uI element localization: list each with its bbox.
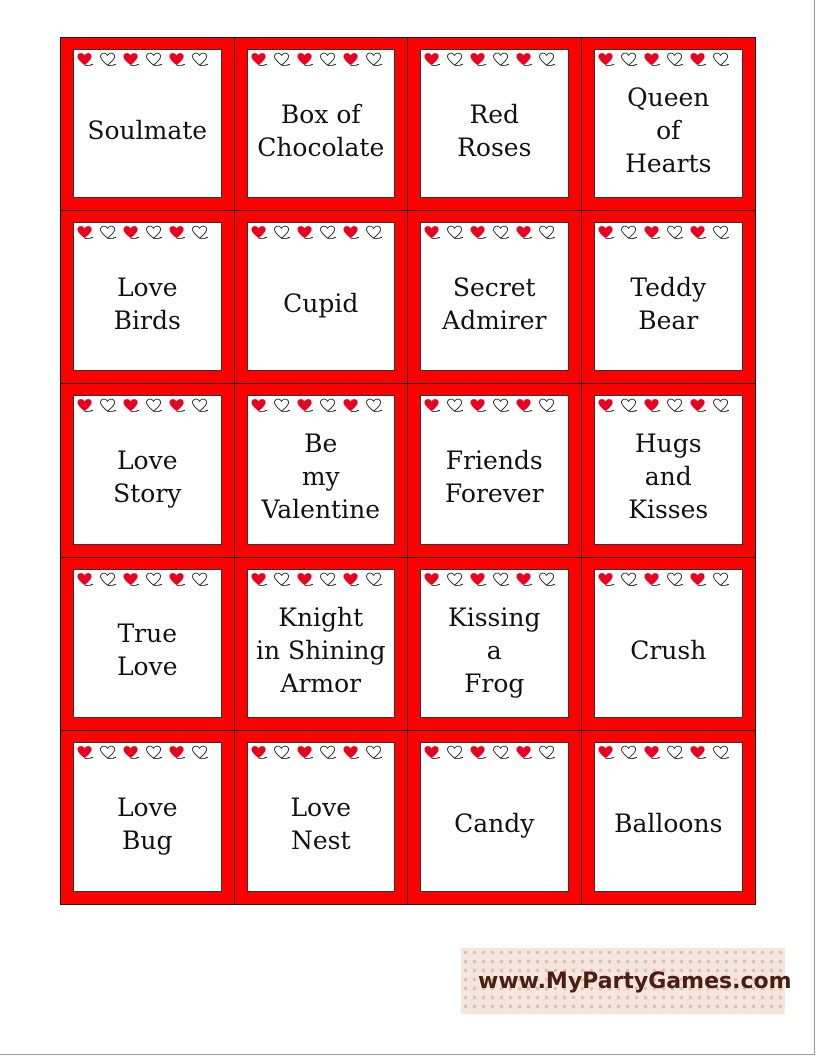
bingo-card [408,211,582,384]
heart-filled-icon [76,225,95,240]
heart-outline-icon [319,52,338,67]
heart-filled-icon [296,225,315,240]
hearts-border [423,572,557,587]
heart-filled-icon [689,225,708,240]
card-label-line: Balloons [614,809,723,839]
card-label [74,763,221,885]
heart-filled-icon [469,398,488,413]
card-label-line: Knight [278,602,364,632]
heart-outline-icon [145,572,164,587]
bingo-card [408,38,582,211]
card-label [595,763,743,885]
heart-outline-icon [538,745,557,760]
card-label [248,416,395,537]
hearts-border [423,398,557,413]
heart-outline-icon [538,225,557,240]
heart-filled-icon [469,745,488,760]
card-label-line: Bear [638,305,699,335]
card-label-line: Queen [627,83,710,113]
card-panel [594,395,744,544]
heart-outline-icon [191,225,210,240]
heart-outline-icon [446,398,465,413]
card-label-line: Teddy [630,272,707,302]
hearts-border [597,572,731,587]
card-label-line: Story [113,478,182,508]
card-label-line: Bug [122,825,173,855]
card-panel [420,569,569,718]
heart-filled-icon [250,745,269,760]
heart-outline-icon [492,398,511,413]
card-panel [73,569,222,718]
heart-outline-icon [319,572,338,587]
hearts-border [250,225,384,240]
heart-filled-icon [689,572,708,587]
card-label-line: Hugs [634,429,702,459]
card-label-line: Admirer [442,305,547,335]
hearts-border [597,745,731,760]
heart-filled-icon [122,398,141,413]
heart-filled-icon [423,745,442,760]
heart-outline-icon [365,52,384,67]
hearts-border [250,572,384,587]
heart-filled-icon [469,572,488,587]
bingo-card [235,558,409,731]
heart-filled-icon [597,398,616,413]
bingo-card [408,731,582,904]
card-panel [247,742,396,892]
card-label-line: Love [116,652,178,682]
card-label-line: Love [116,792,178,822]
heart-filled-icon [122,572,141,587]
card-label [421,243,568,364]
card-label-line: True [117,619,178,649]
card-label-line: Nest [290,825,351,855]
bingo-card [582,211,756,384]
bingo-card [582,384,756,557]
card-label [421,70,568,191]
heart-filled-icon [689,745,708,760]
heart-outline-icon [620,225,639,240]
heart-outline-icon [620,745,639,760]
bingo-card [61,211,235,384]
heart-filled-icon [689,52,708,67]
bingo-card [582,38,756,211]
card-label [248,243,395,364]
heart-filled-icon [689,398,708,413]
card-panel [420,49,569,198]
heart-filled-icon [423,52,442,67]
card-panel [420,395,569,544]
heart-filled-icon [515,745,534,760]
heart-outline-icon [446,745,465,760]
card-label [595,590,743,711]
heart-outline-icon [145,52,164,67]
heart-outline-icon [620,572,639,587]
card-panel [73,742,222,892]
heart-filled-icon [168,745,187,760]
heart-filled-icon [643,398,662,413]
hearts-border [597,52,731,67]
heart-outline-icon [365,745,384,760]
card-label-line: my [301,462,340,492]
heart-filled-icon [250,572,269,587]
heart-outline-icon [620,52,639,67]
card-panel [594,742,744,892]
heart-outline-icon [145,225,164,240]
card-label [74,243,221,364]
heart-outline-icon [191,398,210,413]
heart-filled-icon [250,52,269,67]
heart-filled-icon [469,52,488,67]
bingo-card [235,211,409,384]
heart-filled-icon [168,398,187,413]
card-panel [420,222,569,371]
heart-outline-icon [446,572,465,587]
heart-outline-icon [538,572,557,587]
heart-filled-icon [643,745,662,760]
hearts-border [597,398,731,413]
card-label-line: Love [116,445,178,475]
card-panel [420,742,569,892]
card-label-line: Red [469,99,520,129]
heart-filled-icon [342,52,361,67]
logo-text[interactable]: www.MyPartyGames.com [478,968,792,994]
heart-filled-icon [168,225,187,240]
card-label [595,416,743,537]
card-label [248,590,395,711]
card-label [248,763,395,885]
card-label-line: Be [304,429,338,459]
hearts-border [76,52,210,67]
heart-outline-icon [492,572,511,587]
card-label-line: Chocolate [257,132,385,162]
heart-filled-icon [296,572,315,587]
heart-filled-icon [515,398,534,413]
heart-filled-icon [122,225,141,240]
heart-outline-icon [319,745,338,760]
card-label-line: Roses [457,132,532,162]
bingo-card [582,731,756,904]
heart-filled-icon [597,225,616,240]
heart-filled-icon [296,398,315,413]
heart-filled-icon [168,52,187,67]
bingo-card [582,558,756,731]
heart-outline-icon [538,398,557,413]
card-label-line: Love [290,792,352,822]
bingo-card [61,384,235,557]
heart-outline-icon [712,225,731,240]
heart-outline-icon [319,225,338,240]
card-label [74,590,221,711]
card-label-line: Armor [280,668,362,698]
heart-outline-icon [492,52,511,67]
card-label-line: Box of [280,99,361,129]
hearts-border [250,745,384,760]
heart-outline-icon [492,745,511,760]
heart-outline-icon [273,225,292,240]
heart-filled-icon [76,572,95,587]
card-panel [594,222,744,371]
heart-outline-icon [99,225,118,240]
card-label-line: Crush [630,635,707,665]
heart-filled-icon [469,225,488,240]
bingo-card [61,558,235,731]
heart-outline-icon [365,572,384,587]
heart-filled-icon [76,745,95,760]
card-label-line: Valentine [261,495,380,525]
card-panel [73,222,222,371]
heart-outline-icon [365,398,384,413]
heart-outline-icon [99,745,118,760]
heart-outline-icon [666,398,685,413]
hearts-border [250,398,384,413]
heart-filled-icon [342,572,361,587]
heart-outline-icon [99,52,118,67]
heart-outline-icon [666,225,685,240]
hearts-border [250,52,384,67]
heart-filled-icon [643,52,662,67]
bingo-card [408,558,582,731]
heart-filled-icon [296,745,315,760]
heart-outline-icon [145,398,164,413]
heart-filled-icon [515,572,534,587]
heart-outline-icon [620,398,639,413]
heart-filled-icon [597,745,616,760]
card-panel [73,395,222,544]
card-label-line: Birds [113,305,181,335]
card-label-line: Kissing [448,602,541,632]
card-label-line: Candy [454,809,535,839]
bingo-card [61,731,235,904]
heart-filled-icon [423,225,442,240]
hearts-border [423,52,557,67]
card-label [74,416,221,537]
heart-outline-icon [712,52,731,67]
heart-outline-icon [191,572,210,587]
heart-filled-icon [76,398,95,413]
heart-filled-icon [122,745,141,760]
heart-filled-icon [250,398,269,413]
card-panel [594,49,744,198]
card-label-line: Frog [464,668,525,698]
card-label-line: Secret [452,272,536,302]
heart-outline-icon [273,745,292,760]
card-label [595,70,743,191]
card-panel [247,222,396,371]
card-label-line: Soulmate [87,116,208,146]
bingo-card [408,384,582,557]
bingo-card [61,38,235,211]
card-label-line: Forever [444,478,544,508]
heart-outline-icon [666,745,685,760]
card-label [248,70,395,191]
card-grid [60,37,756,905]
heart-filled-icon [342,225,361,240]
card-label [421,590,568,711]
card-label-line: of [656,116,681,146]
heart-outline-icon [492,225,511,240]
hearts-border [423,745,557,760]
card-label [595,243,743,364]
heart-filled-icon [122,52,141,67]
heart-outline-icon [191,52,210,67]
heart-outline-icon [446,52,465,67]
heart-outline-icon [666,572,685,587]
heart-outline-icon [273,572,292,587]
card-label [74,70,221,191]
heart-filled-icon [168,572,187,587]
heart-filled-icon [342,745,361,760]
card-label-line: Love [116,272,178,302]
heart-filled-icon [515,225,534,240]
card-label-line: Hearts [625,149,712,179]
card-label-line: and [644,462,692,492]
heart-outline-icon [319,398,338,413]
heart-outline-icon [99,398,118,413]
bingo-card [235,731,409,904]
heart-filled-icon [597,572,616,587]
heart-filled-icon [597,52,616,67]
card-label-line: Cupid [283,289,359,319]
hearts-border [597,225,731,240]
card-label [421,763,568,885]
heart-outline-icon [99,572,118,587]
card-panel [594,569,744,718]
heart-filled-icon [423,398,442,413]
heart-outline-icon [191,745,210,760]
heart-filled-icon [76,52,95,67]
heart-filled-icon [515,52,534,67]
hearts-border [76,398,210,413]
heart-outline-icon [712,572,731,587]
hearts-border [76,225,210,240]
card-label-line: a [486,635,502,665]
heart-outline-icon [273,52,292,67]
hearts-border [76,745,210,760]
heart-outline-icon [712,745,731,760]
bingo-card [235,384,409,557]
heart-outline-icon [145,745,164,760]
heart-outline-icon [666,52,685,67]
heart-outline-icon [446,225,465,240]
card-panel [73,49,222,198]
card-panel [247,49,396,198]
card-label-line: Kisses [628,495,709,525]
heart-outline-icon [712,398,731,413]
site-logo[interactable] [461,948,792,1014]
heart-filled-icon [423,572,442,587]
card-panel [247,395,396,544]
heart-filled-icon [342,398,361,413]
heart-filled-icon [296,52,315,67]
heart-outline-icon [273,398,292,413]
heart-outline-icon [365,225,384,240]
card-label-line: Friends [445,445,543,475]
heart-filled-icon [643,572,662,587]
card-label-line: in Shining [256,635,386,665]
hearts-border [76,572,210,587]
bingo-card [235,38,409,211]
hearts-border [423,225,557,240]
card-panel [247,569,396,718]
heart-filled-icon [250,225,269,240]
heart-outline-icon [538,52,557,67]
card-label [421,416,568,537]
heart-filled-icon [643,225,662,240]
